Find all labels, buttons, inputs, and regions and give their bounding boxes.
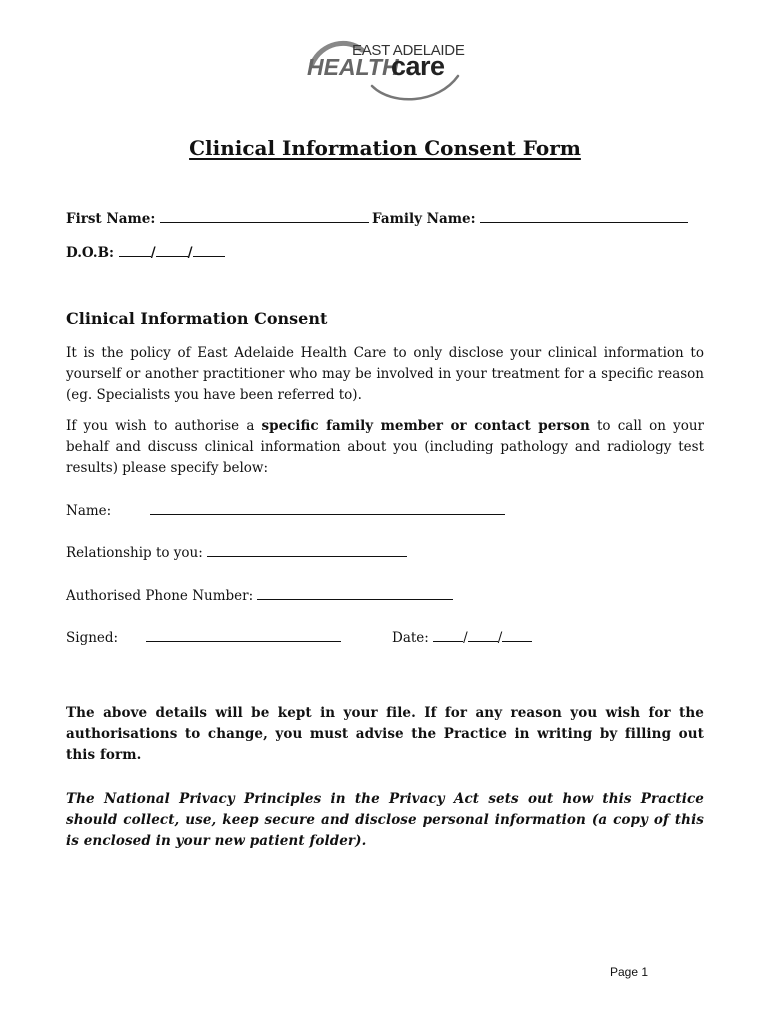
logo-care: care — [391, 51, 445, 81]
date-row — [392, 630, 532, 646]
relationship-field[interactable] — [207, 555, 407, 557]
dob-sep-1: / — [150, 245, 156, 261]
phone-row — [66, 588, 453, 604]
date-sep-1: / — [463, 630, 468, 646]
date-day-field[interactable] — [433, 640, 463, 642]
authorise-text-bold: specific family member or contact person — [261, 418, 590, 434]
relationship-row — [66, 545, 407, 561]
first-name-label: First Name: — [66, 211, 156, 227]
notice-paragraph: The above details will be kept in your file. If for any reason you wish for the authorisations to change, you must advise the Practice in writing by filling out this form. — [66, 705, 704, 763]
section-heading: Clinical Information Consent — [66, 309, 328, 328]
page-number: Page 1 — [610, 965, 649, 979]
date-sep-2: / — [497, 630, 503, 646]
name-field[interactable] — [150, 513, 505, 515]
phone-field[interactable] — [257, 598, 453, 600]
family-name-row — [372, 211, 688, 227]
name-row — [66, 503, 505, 519]
authorise-text-after: to call on your behalf and discuss clinical information about you (including pathology and radiology test results) please specify below: — [66, 418, 705, 476]
dob-label: D.O.B: — [66, 245, 114, 261]
phone-label: Authorised Phone Number: — [66, 588, 254, 604]
date-label: Date: — [392, 630, 429, 646]
dob-day-field[interactable] — [119, 255, 151, 257]
signed-label: Signed: — [66, 630, 119, 646]
relationship-label: Relationship to you: — [66, 545, 203, 561]
first-name-row — [66, 211, 369, 227]
authorise-text-before: If you wish to authorise a — [66, 418, 262, 434]
privacy-paragraph: The National Privacy Principles in the Privacy Act sets out how this Practice should collect, use, keep secure and disclose personal information (a copy of this is enclosed in your new patient folder). — [66, 791, 704, 849]
family-name-label: Family Name: — [372, 211, 476, 227]
family-name-field[interactable] — [480, 221, 688, 223]
dob-month-field[interactable] — [156, 255, 188, 257]
dob-row — [66, 245, 225, 261]
signature-field[interactable] — [146, 640, 341, 642]
authorise-paragraph — [66, 416, 704, 479]
logo-health: HEALTH — [307, 54, 399, 80]
date-year-field[interactable] — [502, 640, 532, 642]
logo-line1: EAST ADELAIDE — [352, 42, 465, 59]
signed-row — [66, 630, 341, 646]
dob-sep-2: / — [187, 245, 193, 261]
policy-paragraph: It is the policy of East Adelaide Health Care to only disclose your clinical information to yourself or another practitioner who may be involved in your treatment for a specific reason (eg. Specialists you have been referred to). — [66, 345, 704, 403]
date-month-field[interactable] — [468, 640, 498, 642]
first-name-field[interactable] — [160, 221, 369, 223]
clinic-logo — [300, 40, 470, 108]
form-title: Clinical Information Consent Form — [189, 136, 581, 160]
name-label: Name: — [66, 503, 112, 519]
dob-year-field[interactable] — [193, 255, 225, 257]
